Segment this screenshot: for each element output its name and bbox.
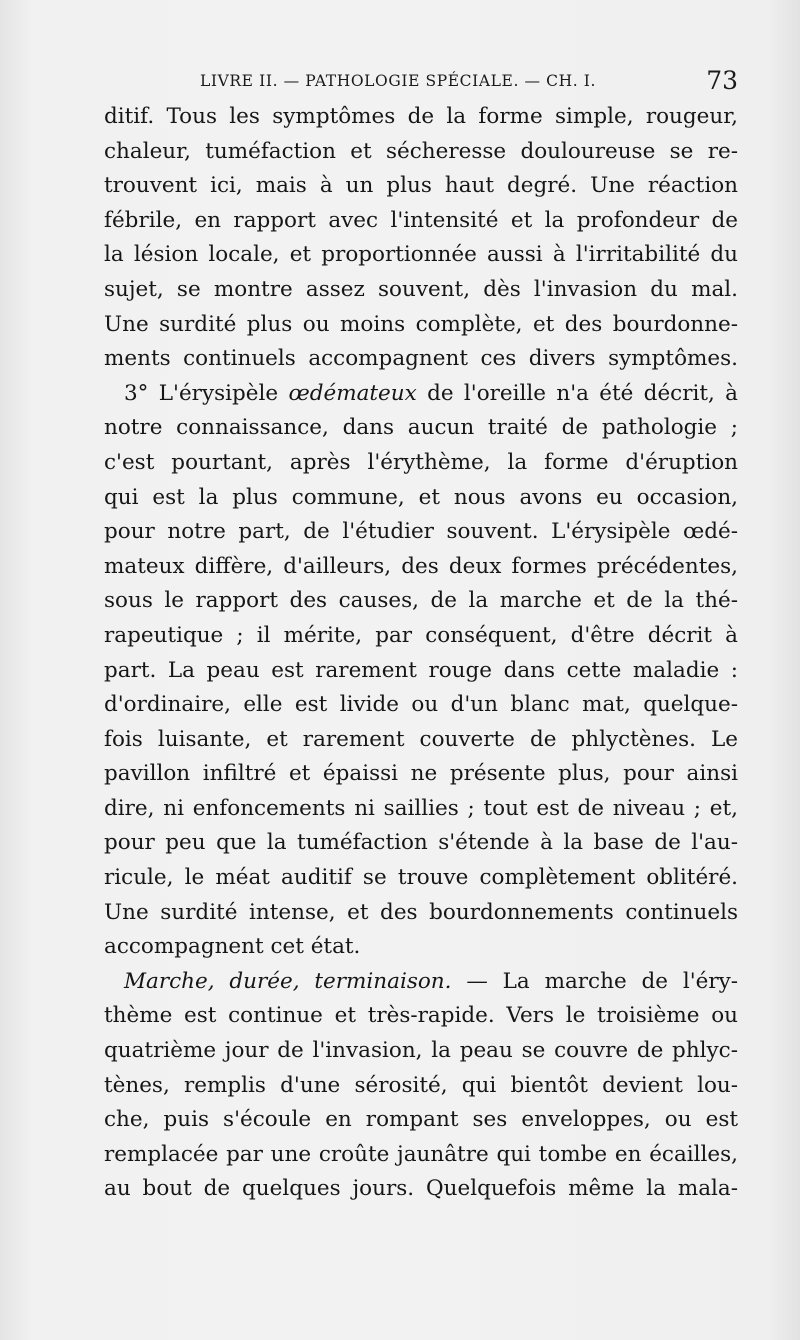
text-run: — La marche de l'éry- <box>451 968 738 994</box>
text-line: che, puis s'écoule en rompant ses enveloppes, ou est <box>104 1107 738 1133</box>
text-line: la lésion locale, et proportionnée aussi à l'irritabilité du <box>104 242 738 268</box>
text-line: sujet, se montre assez souvent, dès l'invasion du mal. <box>104 276 738 302</box>
text-line: sous le rapport des causes, de la marche et de la thé- <box>104 588 738 614</box>
text-line: d'ordinaire, elle est livide ou d'un blanc mat, quelque- <box>104 692 738 718</box>
text-line: qui est la plus commune, et nous avons eu occasion, <box>104 484 738 510</box>
italic-heading: Marche, durée, terminaison. <box>124 968 452 994</box>
running-head: LIVRE II. — PATHOLOGIE SPÉCIALE. — CH. I. <box>200 72 597 90</box>
text-line <box>104 965 738 1000</box>
text-line: part. La peau est rarement rouge dans cette maladie : <box>104 657 738 683</box>
text-line: c'est pourtant, après l'érythème, la forme d'éruption <box>104 449 738 475</box>
text-line: mateux diffère, d'ailleurs, des deux formes précédentes, <box>104 553 738 579</box>
text-run: de l'oreille n'a été décrit, à <box>416 380 738 406</box>
text-line: fébrile, en rapport avec l'intensité et la profondeur de <box>104 207 738 233</box>
text-line: au bout de quelques jours. Quelquefois même la mala- <box>104 1176 738 1202</box>
text-line <box>104 377 738 412</box>
text-line: Une surdité plus ou moins complète, et des bourdonne- <box>104 311 738 337</box>
text-line: dire, ni enfoncements ni saillies ; tout est de niveau ; et, <box>104 795 738 821</box>
text-line: ricule, le méat auditif se trouve complètement oblitéré. <box>104 865 738 891</box>
italic-term: œdémateux <box>288 380 417 406</box>
text-run: 3° L'érysipèle <box>124 380 289 406</box>
text-line: quatrième jour de l'invasion, la peau se couvre de phlyc- <box>104 1038 738 1064</box>
page-header <box>200 66 740 94</box>
text-line: remplacée par une croûte jaunâtre qui tombe en écailles, <box>104 1141 738 1167</box>
text-line: Une surdité intense, et des bourdonnements continuels <box>104 899 738 925</box>
text-line: pavillon infiltré et épaissi ne présente plus, pour ainsi <box>104 761 738 787</box>
text-line: rapeutique ; il mérite, par conséquent, d'être décrit à <box>104 622 738 648</box>
text-line: fois luisante, et rarement couverte de phlyctènes. Le <box>104 726 738 752</box>
page-number: 73 <box>706 66 738 95</box>
text-line: thème est continue et très-rapide. Vers le troisième ou <box>104 1003 738 1029</box>
text-line: pour peu que la tuméfaction s'étende à la base de l'au- <box>104 830 738 856</box>
text-line: trouvent ici, mais à un plus haut degré. Une réaction <box>104 173 738 199</box>
body-text <box>104 100 738 1207</box>
text-line: tènes, remplis d'une sérosité, qui bientôt devient lou- <box>104 1072 738 1098</box>
text-line: notre connaissance, dans aucun traité de pathologie ; <box>104 415 738 441</box>
text-line: chaleur, tuméfaction et sécheresse douloureuse se re- <box>104 138 738 164</box>
text-line: ditif. Tous les symptômes de la forme simple, rougeur, <box>104 104 738 129</box>
text-line: ments continuels accompagnent ces divers symptômes. <box>104 346 738 372</box>
text-line: pour notre part, de l'étudier souvent. L'érysipèle œdé- <box>104 519 738 545</box>
text-line: accompagnent cet état. <box>104 934 361 960</box>
